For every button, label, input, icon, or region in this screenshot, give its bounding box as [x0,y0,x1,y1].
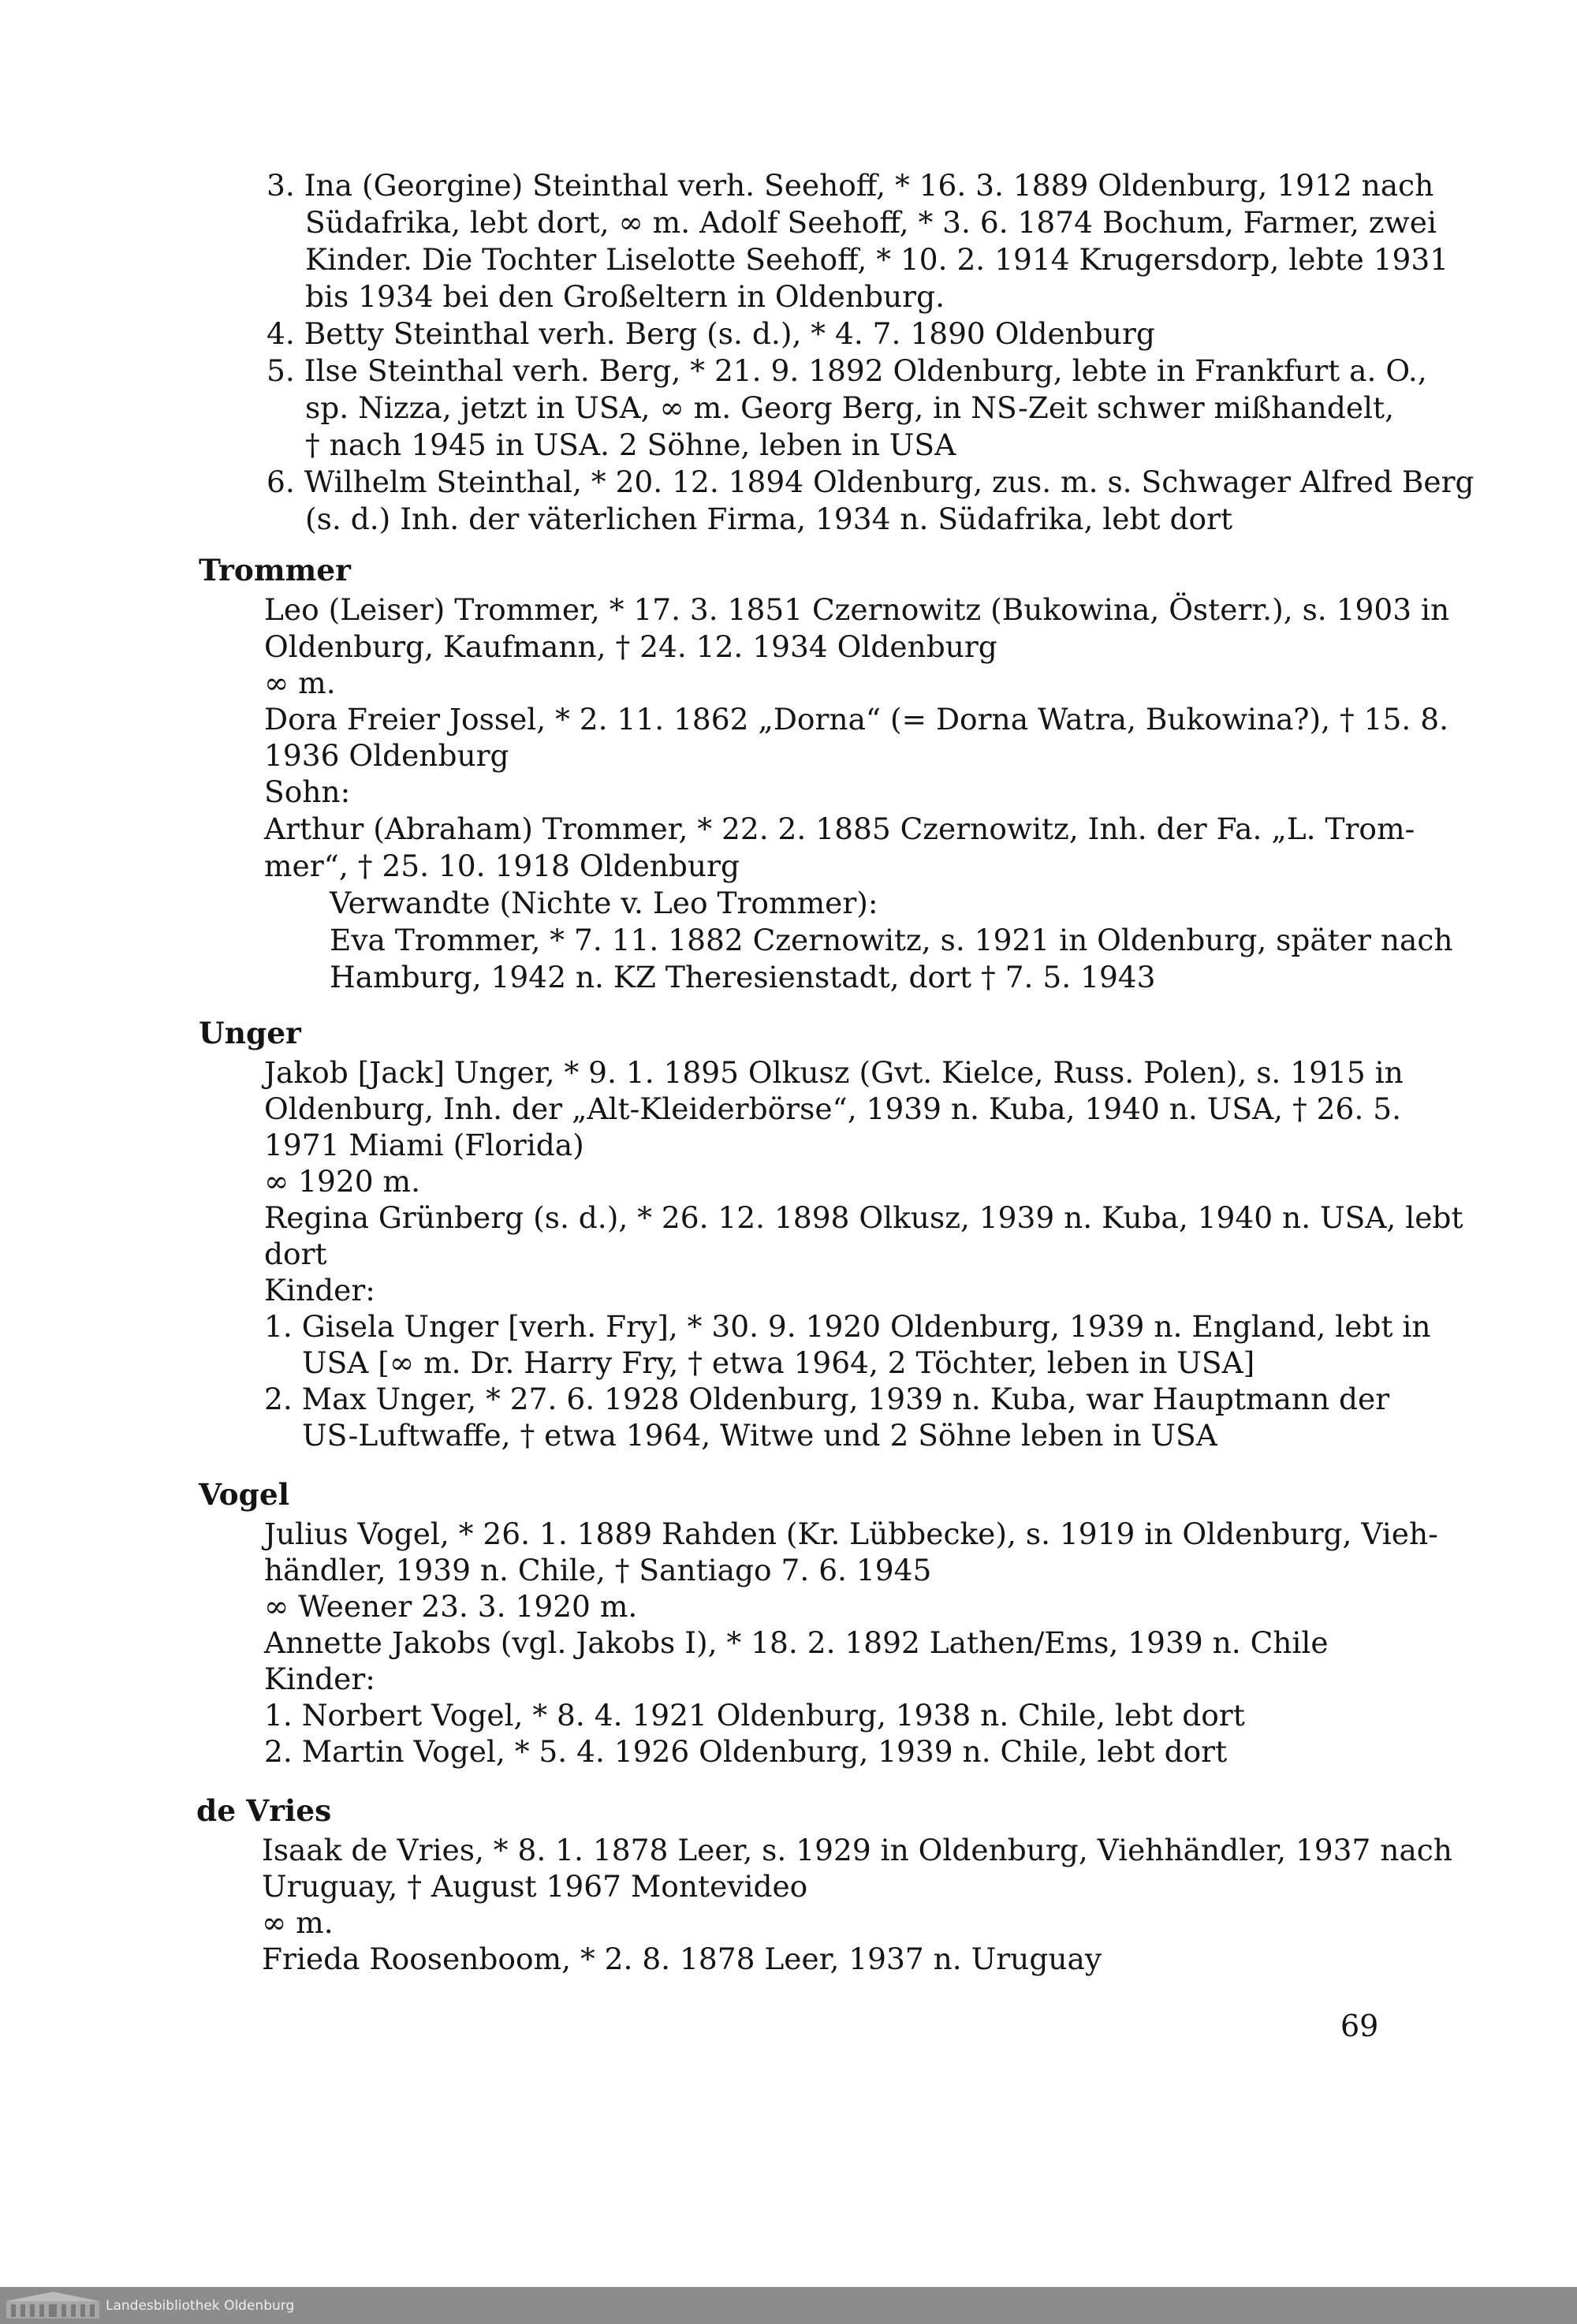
text-line: 1. Norbert Vogel, * 8. 4. 1921 Oldenburg, 1938 n. Chile, lebt dort [264,1698,1245,1733]
text-line: Kinder: [264,1662,375,1696]
text-line: dort [264,1237,327,1271]
text-line: sp. Nizza, jetzt in USA, ∞ m. Georg Berg, in NS-Zeit schwer mißhandelt, [305,390,1394,425]
text-line: † nach 1945 in USA. 2 Söhne, leben in USA [305,427,956,462]
text-line: ∞ 1920 m. [264,1164,420,1199]
text-line: Leo (Leiser) Trommer, * 17. 3. 1851 Czernowitz (Bukowina, Österr.), s. 1903 in [264,592,1450,627]
text-line: 6. Wilhelm Steinthal, * 20. 12. 1894 Oldenburg, zus. m. s. Schwager Alfred Berg [267,464,1474,499]
text-line: Uruguay, † August 1967 Montevideo [262,1869,808,1904]
text-line: Kinder. Die Tochter Liselotte Seehoff, * 10. 2. 1914 Krugersdorp, lebte 1931 [305,242,1449,277]
text-line: ∞ m. [264,666,336,700]
text-line: Oldenburg, Kaufmann, † 24. 12. 1934 Oldenburg [264,629,997,664]
text-line: mer“, † 25. 10. 1918 Oldenburg [264,849,740,883]
section-heading-vogel: Vogel [199,1477,289,1512]
text-line: USA [∞ m. Dr. Harry Fry, † etwa 1964, 2 Töchter, leben in USA] [302,1345,1255,1380]
section-heading-trommer: Trommer [199,553,351,588]
text-line: US-Luftwaffe, † etwa 1964, Witwe und 2 Söhne leben in USA [302,1418,1217,1453]
text-line: Sohn: [264,774,351,809]
text-line: Regina Grünberg (s. d.), * 26. 12. 1898 Olkusz, 1939 n. Kuba, 1940 n. USA, lebt [264,1200,1463,1235]
text-line: ∞ Weener 23. 3. 1920 m. [264,1589,638,1624]
text-line: Dora Freier Jossel, * 2. 11. 1862 „Dorna“ (= Dorna Watra, Bukowina?), † 15. 8. [264,702,1449,737]
page-number: 69 [1340,2009,1379,2043]
text-line: Julius Vogel, * 26. 1. 1889 Rahden (Kr. Lübbecke), s. 1919 in Oldenburg, Vieh- [264,1516,1438,1551]
section-heading-unger: Unger [199,1016,301,1050]
text-line: Hamburg, 1942 n. KZ Theresienstadt, dort † 7. 5. 1943 [330,960,1156,994]
text-line: Isaak de Vries, * 8. 1. 1878 Leer, s. 1929 in Oldenburg, Viehhändler, 1937 nach [262,1833,1452,1867]
section-heading-de-vries: de Vries [196,1793,332,1828]
text-line: 3. Ina (Georgine) Steinthal verh. Seehoff, * 16. 3. 1889 Oldenburg, 1912 nach [267,168,1434,203]
text-line: Oldenburg, Inh. der „Alt-Kleiderbörse“, 1939 n. Kuba, 1940 n. USA, † 26. 5. [264,1091,1401,1126]
text-line: Frieda Roosenboom, * 2. 8. 1878 Leer, 1937 n. Uruguay [262,1942,1102,1976]
text-line: 1936 Oldenburg [264,738,509,773]
library-building-icon [6,2292,99,2318]
text-line: Eva Trommer, * 7. 11. 1882 Czernowitz, s. 1921 in Oldenburg, später nach [330,923,1453,957]
text-line: Südafrika, lebt dort, ∞ m. Adolf Seehoff, * 3. 6. 1874 Bochum, Farmer, zwei [305,205,1437,240]
text-line: bis 1934 bei den Großeltern in Oldenburg. [305,279,945,314]
text-line: Arthur (Abraham) Trommer, * 22. 2. 1885 Czernowitz, Inh. der Fa. „L. Trom- [264,811,1415,846]
text-line: 2. Max Unger, * 27. 6. 1928 Oldenburg, 1939 n. Kuba, war Hauptmann der [264,1382,1390,1416]
footer-bar [0,2287,1577,2324]
footer-library-name: Landesbibliothek Oldenburg [106,2298,295,2314]
text-line: 2. Martin Vogel, * 5. 4. 1926 Oldenburg, 1939 n. Chile, lebt dort [264,1734,1228,1769]
text-line: Kinder: [264,1273,375,1307]
text-line: (s. d.) Inh. der väterlichen Firma, 1934 n. Südafrika, lebt dort [305,502,1233,536]
text-line: händler, 1939 n. Chile, † Santiago 7. 6. 1945 [264,1553,932,1587]
text-line: 1. Gisela Unger [verh. Fry], * 30. 9. 1920 Oldenburg, 1939 n. England, lebt in [264,1309,1431,1344]
text-line: 5. Ilse Steinthal verh. Berg, * 21. 9. 1892 Oldenburg, lebte in Frankfurt a. O., [267,353,1427,388]
text-line: Verwandte (Nichte v. Leo Trommer): [330,886,878,920]
text-line: Jakob [Jack] Unger, * 9. 1. 1895 Olkusz (Gvt. Kielce, Russ. Polen), s. 1915 in [264,1055,1404,1090]
text-line: Annette Jakobs (vgl. Jakobs I), * 18. 2. 1892 Lathen/Ems, 1939 n. Chile [264,1625,1329,1660]
text-line: 1971 Miami (Florida) [264,1128,584,1162]
text-line: ∞ m. [262,1905,334,1940]
text-line: 4. Betty Steinthal verh. Berg (s. d.), * 4. 7. 1890 Oldenburg [267,316,1155,351]
